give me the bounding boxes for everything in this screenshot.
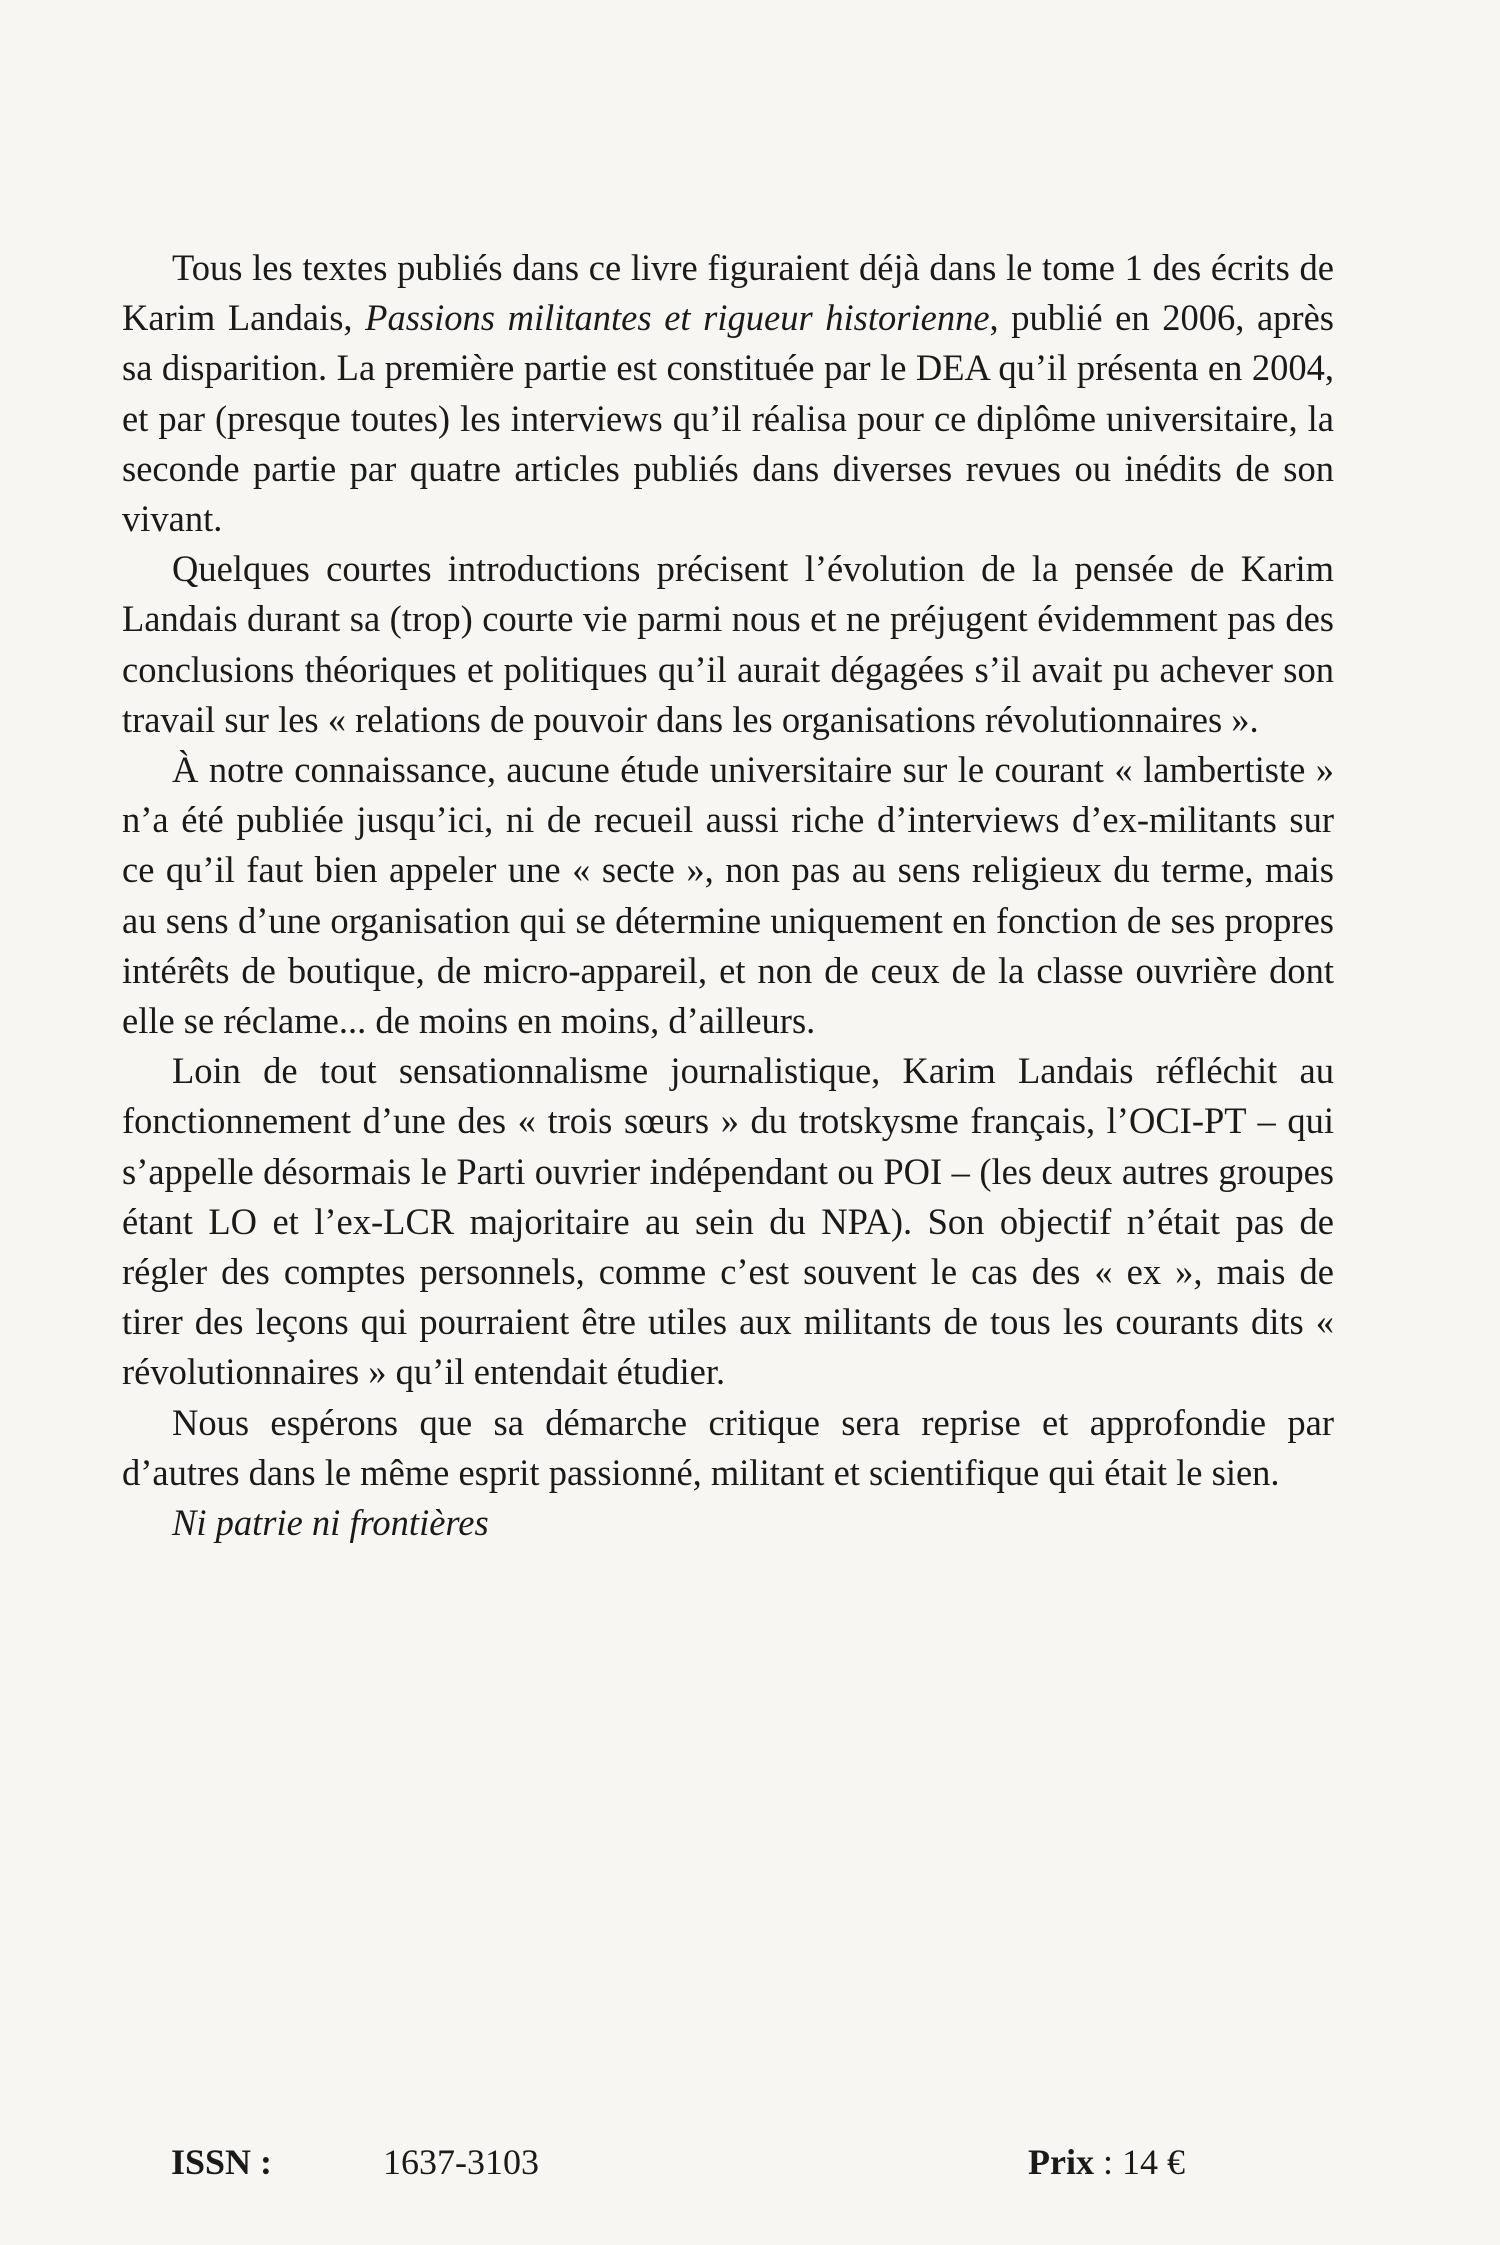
price <box>1028 2132 1185 2192</box>
paragraph-5: Nous espérons que sa démarche critique sera reprise et approfondie par d’autres dans le même esprit passionné, militant et scientifique qui était le sien. <box>122 1401 1334 1493</box>
publisher-signature: Ni patrie ni frontières <box>172 1502 489 1544</box>
paragraph-1-intro: Tous les textes publiés dans ce livre figuraient déjà dans le tome 1 des écrits de Karim Landais, <box>122 247 1334 339</box>
paragraph-2: Quelques courtes introductions précisent l’évolution de la pensée de Karim Landais durant sa (trop) courte vie parmi nous et ne préjugent évidemment pas des conclusions théoriques et politiques qu’il aurait dégagées s’il avait pu achever son travail sur les « relations de pouvoir dans les organisations révolutionnaires ». <box>122 548 1334 740</box>
paragraph-3: À notre connaissance, aucune étude universitaire sur le courant « lambertiste » n’a été publiée jusqu’ici, ni de recueil aussi riche d’interviews d’ex-militants sur ce qu’il faut bien appeler une « secte », non pas au sens religieux du terme, mais au sens d’une organisation qui se détermine uniquement en fonction de ses propres intérêts de boutique, de micro-appareil, et non de ceux de la classe ouvrière dont elle se réclame... de moins en moins, d’ailleurs. <box>122 749 1334 1042</box>
issn-label: ISSN : <box>171 2142 273 2182</box>
paragraph-1-rest: , publié en 2006, après sa disparition. La première partie est constituée par le DEA qu’il présenta en 2004, et par (presque toutes) les interviews qu’il réalisa pour ce diplôme universitaire, la seconde partie par quatre articles publiés dans diverses revues ou inédits de son vivant. <box>122 297 1334 540</box>
paragraph-1 <box>122 243 1334 544</box>
book-title: Passions militantes et rigueur historienne <box>365 297 990 339</box>
paragraph-4: Loin de tout sensationnalisme journalistique, Karim Landais réfléchit au fonctionnement d’une des « trois sœurs » du trotskysme français, l’OCI-PT – qui s’appelle désormais le Parti ouvrier indépendant ou POI – (les deux autres groupes étant LO et l’ex-LCR majoritaire au sein du NPA). Son objectif n’était pas de régler des comptes personnels, comme c’est souvent le cas des « ex », mais de tirer des leçons qui pourraient être utiles aux militants de tous les courants dits « révolutionnaires » qu’il entendait étudier. <box>122 1050 1334 1393</box>
back-cover-text <box>122 243 1334 1548</box>
price-label: Prix <box>1028 2142 1094 2182</box>
price-value: : 14 € <box>1093 2142 1185 2182</box>
issn-value: 1637-3103 <box>383 2142 539 2182</box>
footer <box>0 2132 1500 2192</box>
